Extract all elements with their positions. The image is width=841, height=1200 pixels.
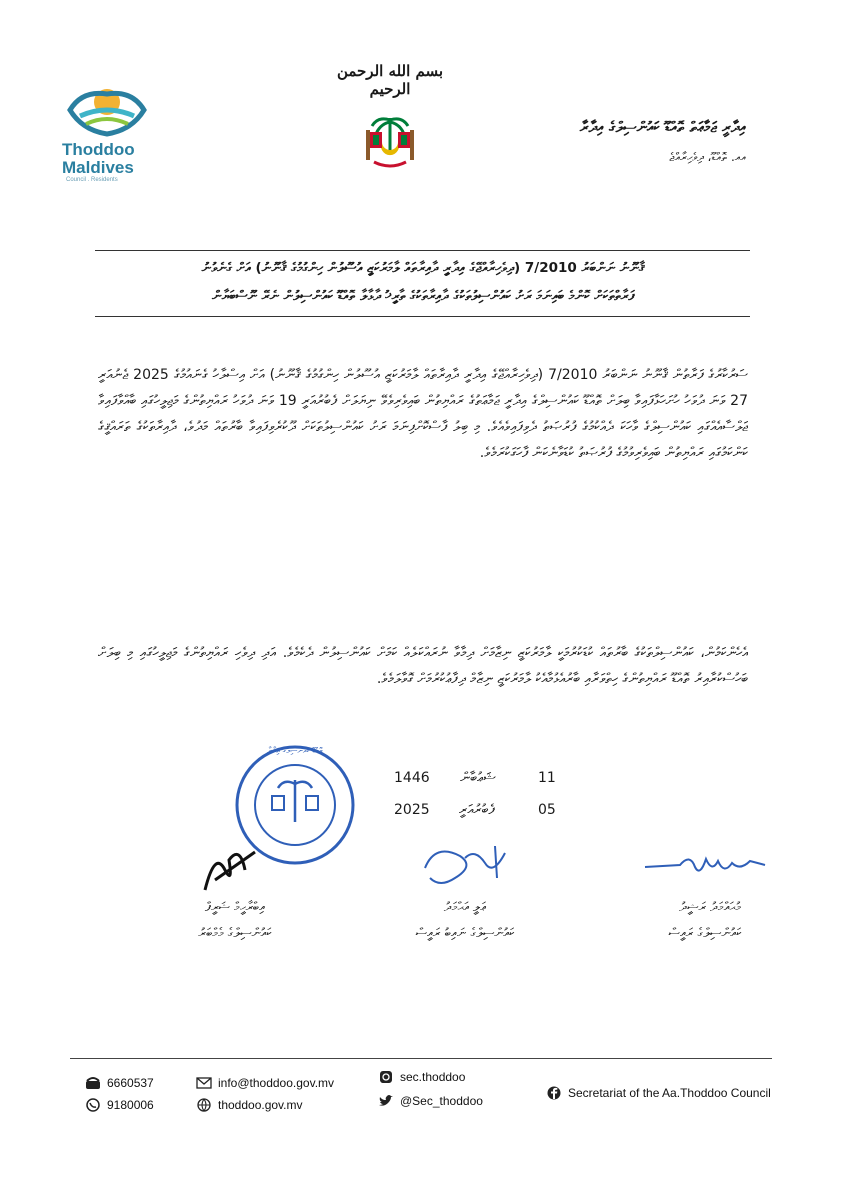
logo-tagline: Council . Residents bbox=[66, 177, 118, 183]
instagram-handle[interactable]: sec.thoddoo bbox=[400, 1070, 466, 1084]
office-title: އިދާރީ ޖަމާޢަތް ތޮއްޑޫ ކައުންސިލްގެ އިދާރާ bbox=[579, 118, 746, 136]
viber-icon bbox=[85, 1098, 101, 1112]
globe-icon bbox=[196, 1098, 212, 1112]
logo-emblem-icon bbox=[62, 80, 152, 140]
signatory-1-name: އިބްރާހީމް ޝަރީފް bbox=[204, 900, 266, 915]
office-address: އއ. ތޮއްޑޫ، ދިވެހިރާއްޖެ bbox=[669, 150, 746, 164]
footer-phone-1 bbox=[85, 1076, 154, 1090]
twitter-icon bbox=[378, 1094, 394, 1108]
handwritten-signature-2-icon bbox=[415, 838, 525, 898]
handwritten-signature-3-icon bbox=[640, 845, 770, 885]
logo-name-line1: Thoddoo bbox=[62, 140, 135, 159]
body-paragraph-1: ސަރުކާރުގެ ފަރާތުން ޤާނޫނު ނަންބަރު 7/2010 (ދިވެހިރާއްޖޭގެ އިދާރީ ދާއިރާތައް ލާމަރުކަޒީ އުސޫލުން ހިންގުމުގެ ޤާނޫނު) އަށް އިސްލާހު ގެނައުމުގެ 2025 ޖެނުއަރީ 27 ވަނަ ދުވަހު ހުށަހަޅާފައިވާ ބިލަށް ތޮއްޑޫ ކައުންސިލްގެ އިދާރީ ޖަމާޢަތުގެ ރައްޔިތުން ބައިވެރިވެވޭ ނިޔަލަށް ފެބުރުއަރީ 19 ވަނަ ދުވަހު ރައްޔިތުންގެ މަޖިލީހުގައި ބާއްވާފައިވާ ޖަލްސާއެއްގައި ކައުންސިލްގެ ވާހަކަ ދެއްކުމުގެ ފުރުޞަތު ދެވިފައިވެއެވެ. މި ބިލު ފާސްކޮށްފިނަމަ ރަށު ކައުންސިލުތަކަށް ދޫކުރެވިފައިވާ ބާރުތައް މަދުވެ، ދާއިރާތަކުގެ ތަރައްޤީގެ ކަންކަމުގައި ރައްޔިތުން ބައިވެރިވުމުގެ ފުރުޞަތު ކުޑަވާނެކަން ފާހަގަކުރަމެވެ. bbox=[98, 367, 748, 461]
signature-right bbox=[640, 845, 770, 885]
footer-instagram bbox=[378, 1070, 465, 1084]
title-top-rule bbox=[95, 250, 750, 251]
greg-day: 05 bbox=[538, 802, 556, 818]
footer-website bbox=[196, 1098, 303, 1112]
greg-year: 2025 bbox=[394, 802, 430, 818]
telephone-icon bbox=[85, 1076, 101, 1090]
greg-month: ފެބުރުއަރީ bbox=[459, 802, 495, 818]
twitter-handle[interactable]: @Sec_thoddoo bbox=[400, 1094, 483, 1108]
hijri-month: ޝަޢުބާން bbox=[460, 770, 496, 786]
basmala: بسم الله الرحمن الرحيم bbox=[336, 62, 444, 98]
footer-twitter bbox=[378, 1094, 483, 1108]
footer-facebook bbox=[546, 1086, 771, 1100]
phone-1-value[interactable]: 6660537 bbox=[107, 1076, 154, 1090]
title-bottom-rule bbox=[95, 316, 750, 317]
body-paragraph-2: އެހެންކަމުން، ކައުންސިލްތަކުގެ ބާރުތައް ކުޑަކުރުމަކީ ލާމަރުކަޒީ ނިޒާމަށް ދިމާވާ ނުރައްކަލެއް ކަމަށް ކައުންސިލުން ދެކެމެވެ. އަދި ދިވެހި ރައްޔިތުންގެ މަޖިލީހުގައި މި ބިލަށް ބަހުސްކުރާއިރު ތޮއްޑޫ ރައްޔިތުންގެ ހިތްވަރާއި ބާރުއެޅުމާއެކު ލާމަރުކަޒީ ނިޒާމް ދިފާޢުކުރުމަށް ގޮވާލަމެވެ. bbox=[98, 645, 748, 687]
hijri-day: 11 bbox=[538, 770, 556, 786]
date-block bbox=[390, 768, 560, 828]
website-link[interactable]: thoddoo.gov.mv bbox=[218, 1098, 303, 1112]
seal-text: ތޮއްޑޫ ކައުންސިލްގެ އިދާރާ bbox=[267, 746, 323, 755]
instagram-icon bbox=[378, 1070, 394, 1084]
facebook-icon bbox=[546, 1086, 562, 1100]
signatory-3-role: ކައުންސިލްގެ ރައީސް bbox=[668, 926, 742, 941]
footer-email bbox=[196, 1076, 334, 1090]
email-link[interactable]: info@thoddoo.gov.mv bbox=[218, 1076, 335, 1090]
footer-phone-2 bbox=[85, 1098, 154, 1112]
signature-left bbox=[185, 840, 275, 900]
signatory-2-role: ކައުންސިލްގެ ނައިބު ރައީސް bbox=[415, 926, 515, 941]
envelope-icon bbox=[196, 1076, 212, 1090]
facebook-page[interactable]: Secretariat of the Aa.Thoddoo Council bbox=[568, 1086, 771, 1100]
footer-rule bbox=[70, 1058, 772, 1059]
signatory-2-name: ޢަލީ އަޙްމަދު bbox=[443, 900, 487, 915]
handwritten-signature-1-icon bbox=[185, 840, 275, 900]
phone-2-value[interactable]: 9180006 bbox=[107, 1098, 154, 1112]
hijri-year: 1446 bbox=[394, 770, 430, 786]
logo-name-line2: Maldives bbox=[62, 158, 134, 177]
council-logo bbox=[56, 80, 156, 183]
signatory-1-role: ކައުންސިލްގެ މެމްބަރު bbox=[198, 926, 272, 941]
title-line-1: ޤާނޫނު ނަންބަރު 7/2010 (ދިވެހިރާއްޖޭގެ އިދާރީ ދާއިރާތައް ލާމަރުކަޒީ އުސޫލުން ހިންގުމުގެ ޤާނޫނު) އަށް ގެނެވުނު bbox=[201, 260, 645, 276]
signatory-3-name: މުޙައްމަދު ރަޝީދު bbox=[679, 900, 741, 915]
signature-middle bbox=[415, 838, 525, 898]
title-line-2: ފަރާތްތަކަށް ކޮންމެ ބައިނަމަ ރަށު ކައުންސިލުތަކުގެ ދާއިރާތަކުގެ ތާރީޚު ދާޅާލާ ތޮއްޑޫ ކައުންސިލުން ނެރޭ ނޫސްބަޔާން bbox=[212, 288, 634, 304]
